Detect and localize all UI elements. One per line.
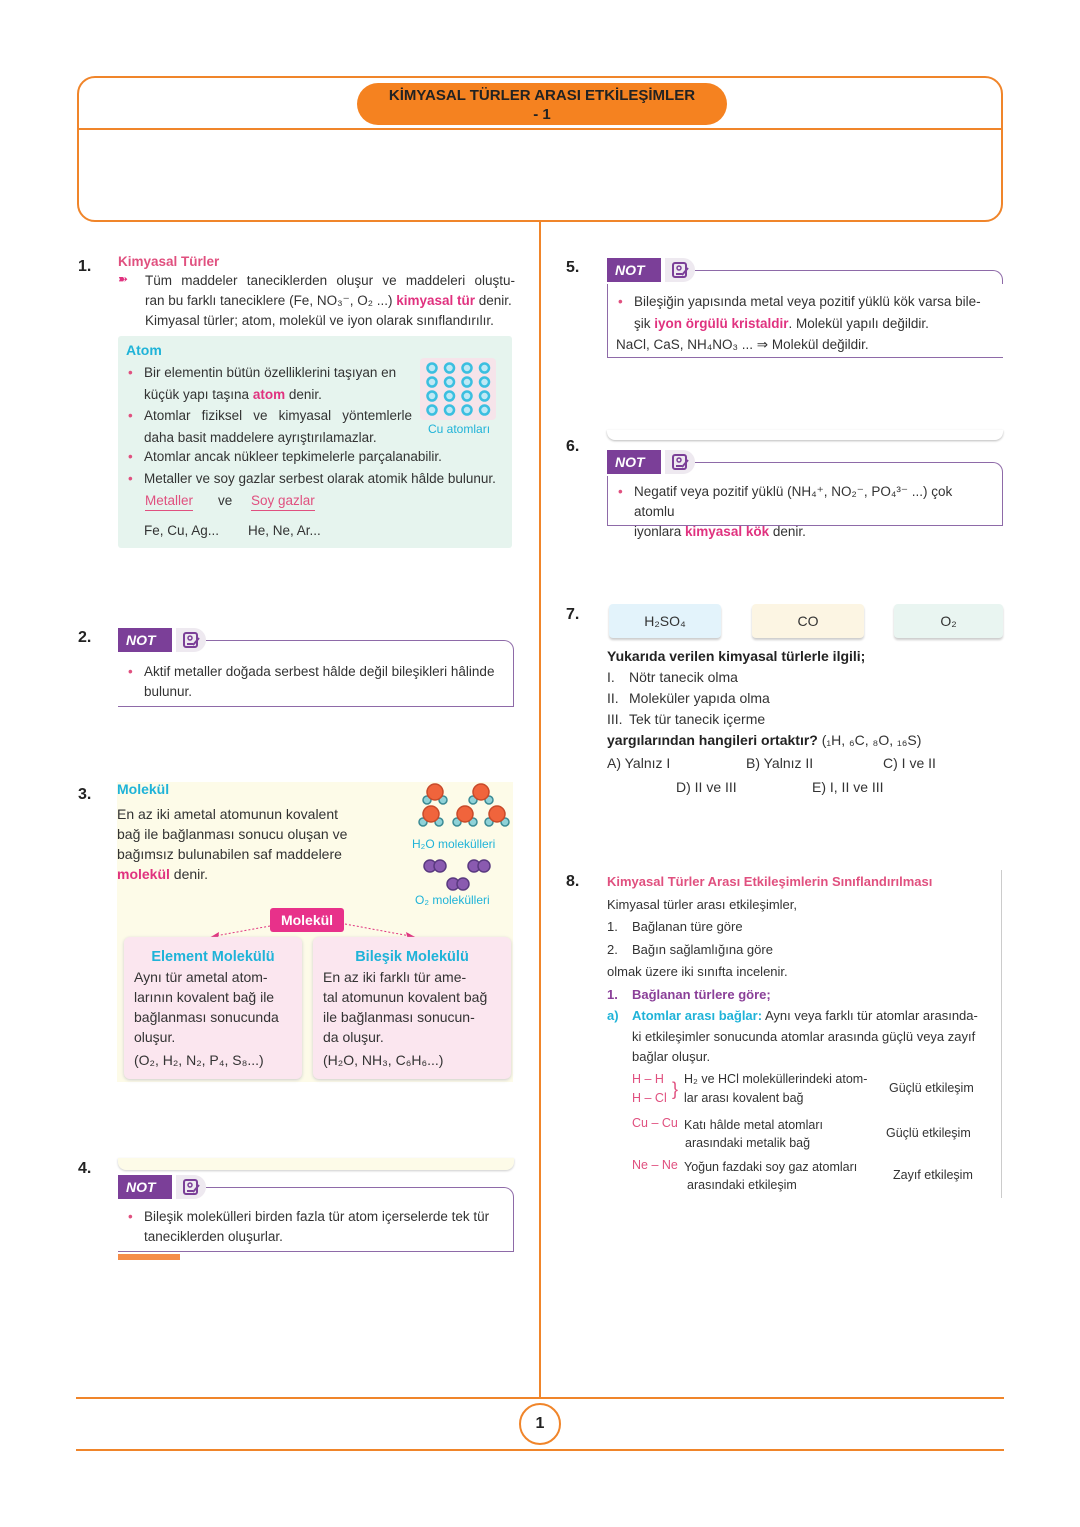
cu-atom — [445, 392, 454, 401]
metals-examples: Fe, Cu, Ag... — [144, 523, 220, 538]
bullet: • Atomlar fiziksel ve kimyasal yöntemlerle daha basit maddelere ayrıştırılamazlar. — [126, 405, 412, 448]
box-edge — [118, 1158, 514, 1170]
note-box — [607, 258, 1003, 358]
option-a[interactable]: A) Yalnız I — [607, 755, 671, 771]
title-pill — [357, 83, 727, 125]
cu-atom — [463, 364, 472, 373]
note-box — [118, 628, 514, 707]
o-atom — [423, 806, 439, 822]
text: ve — [218, 493, 233, 508]
cu-atom — [480, 392, 489, 401]
option-b[interactable]: B) Yalnız II — [746, 755, 814, 771]
box-edge — [1001, 870, 1002, 1198]
text-line: Kimyasal türler; atom, molekül ve iyon olarak sınıflandırılır. — [145, 313, 494, 328]
bond-pair: Cu – Cu — [632, 1116, 678, 1130]
bullet: • Bir elementin bütün özelliklerini taşıyan en küçük yapı taşına atom denir. — [126, 362, 412, 405]
note-text: • Bileşik molekülleri birden fazla tür atom içerselerde tek tür taneciklerden oluşurlar. — [126, 1207, 503, 1247]
strength-label: Güçlü etkileşim — [889, 1081, 974, 1095]
noble-gases-label: Soy gazlar — [251, 493, 315, 511]
note-edit-icon — [176, 628, 206, 652]
o-atom — [489, 806, 505, 822]
image-caption: O₂ molekülleri — [415, 893, 490, 907]
text-line: Tüm maddeler taneciklerden oluşur ve maddeleri oluştu- — [145, 273, 515, 288]
cu-atoms-illustration — [420, 358, 496, 420]
option-e[interactable]: E) I, II ve III — [812, 779, 884, 795]
cu-atom — [445, 406, 454, 415]
section-title: Kimyasal Türler — [118, 254, 220, 269]
strength-label: Zayıf etkileşim — [893, 1168, 973, 1182]
option-c[interactable]: C) I ve II — [883, 755, 936, 771]
cu-atom — [428, 392, 437, 401]
option-d[interactable]: D) II ve III — [676, 779, 737, 795]
atom-title: Atom — [126, 342, 162, 358]
column-divider — [539, 222, 541, 1398]
cu-atom — [480, 378, 489, 387]
metals-label: Metaller — [145, 493, 193, 511]
o-atom — [473, 784, 489, 800]
o-atom — [457, 878, 469, 890]
cu-atom — [480, 364, 489, 373]
cut-off-badge — [118, 1254, 180, 1260]
o-atom — [457, 806, 473, 822]
page-subtitle: - 1 — [533, 106, 551, 123]
text-line: ran bu farklı taneciklere (Fe, NO₃⁻, O₂ ...) kimyasal tür denir. — [145, 293, 512, 308]
cu-atom — [428, 364, 437, 373]
footer-line — [76, 1397, 1004, 1399]
arrow-bullet-icon: ➽ — [118, 272, 129, 286]
box-edge — [607, 430, 1003, 440]
header-divider — [79, 128, 1001, 130]
noble-examples: He, Ne, Ar... — [248, 523, 321, 538]
note-edit-icon — [665, 258, 695, 282]
intro-text — [145, 271, 515, 331]
bullet: • Atomlar ancak nükleer tepkimelerle parçalanabilir. — [126, 446, 512, 468]
item-number: 1. — [78, 258, 92, 275]
note-badge: NOT — [118, 1175, 172, 1199]
species-chip: CO — [752, 604, 864, 638]
page-title: KİMYASAL TÜRLER ARASI ETKİLEŞİMLER — [388, 87, 696, 104]
note-example: NaCl, CaS, NH₄NO₃ ... ⇒ Molekül değildir. — [616, 337, 869, 352]
bond-row: H – H H – Cl — [632, 1072, 667, 1105]
species-chip: H₂SO₄ — [609, 604, 721, 638]
note-edit-icon — [176, 1175, 206, 1199]
box-title: Element Molekülü — [151, 949, 275, 965]
cu-atom — [428, 378, 437, 387]
cu-atom — [463, 406, 472, 415]
compound-molecule-box: Bileşik Molekülü En az iki farklı tür ame- tal atomunun kovalent bağ ile bağlanması sonucun- da oluşur. (H₂O, NH₃, C₆H₆...) — [313, 937, 511, 1079]
atom-box — [118, 336, 512, 548]
note-text: • Negatif veya pozitif yüklü (NH₄⁺, NO₂⁻, PO₄³⁻ ...) çok atomlu iyonlara kimyasal kök denir. — [616, 482, 992, 542]
section-title: Molekül — [117, 781, 170, 797]
strength-label: Güçlü etkileşim — [886, 1126, 971, 1140]
note-badge: NOT — [118, 628, 172, 652]
footer-line — [76, 1449, 1004, 1451]
note-badge: NOT — [607, 258, 661, 282]
cu-atom — [480, 406, 489, 415]
page-number: 1 — [519, 1403, 561, 1445]
item-number: 7. — [566, 606, 580, 623]
element-molecule-box: Element Molekülü Aynı tür ametal atom- larının kovalent bağ ile bağlanması sonucunda oluşur. (O₂, H₂, N₂, P₄, S₈...) — [124, 937, 302, 1079]
question-7: Yukarıda verilen kimyasal türlerle ilgili; I. Nötr tanecik olma II. Moleküler yapıda olma III. Tek tür tanecik içerme yargılarından hangileri ortaktır? (₁H, ₆C, ₈O, ₁₆S) — [607, 648, 922, 748]
classification-section: Kimyasal Türler Arası Etkileşimlerin Sınıflandırılması Kimyasal türler arası etkileşimler, 1. Bağlanan türe göre 2. Bağın sağlamlığına göre olmak üzere iki sınıfta incelenir. 1. Bağlanan türlere göre; a) Atomlar arası bağlar: Aynı veya farklı tür atomlar arasında- ki etkileşimler sonucunda atomlar arasında güçlü veya zayıf bağlar oluşur. — [607, 874, 978, 1064]
note-badge: NOT — [607, 450, 661, 474]
item-number: 5. — [566, 259, 580, 276]
box-title: Bileşik Molekülü — [355, 949, 469, 965]
item-number: 2. — [78, 629, 92, 646]
note-edit-icon — [665, 450, 695, 474]
o-atom — [434, 860, 446, 872]
item-number: 8. — [566, 873, 580, 890]
note-box — [118, 1175, 514, 1252]
o-atom — [427, 784, 443, 800]
cu-atom — [445, 378, 454, 387]
cu-atom — [463, 392, 472, 401]
item-number: 6. — [566, 438, 580, 455]
worksheet-header — [77, 76, 1003, 222]
cu-atom — [445, 364, 454, 373]
molecule-label: Molekül — [270, 908, 344, 932]
image-caption: H₂O molekülleri — [412, 837, 496, 851]
note-box — [607, 450, 1003, 539]
o-atom — [478, 860, 490, 872]
bullet: • Metaller ve soy gazlar serbest olarak atomik hâlde bulunur. — [126, 468, 512, 490]
cu-atom — [463, 378, 472, 387]
item-number: 3. — [78, 786, 92, 803]
cu-atom — [428, 406, 437, 415]
species-chip: O₂ — [894, 604, 1003, 638]
note-text: • Bileşiğin yapısında metal veya pozitif yüklü kök varsa bile- şik iyon örgülü kristaldir. Molekül yapılı değildir. — [616, 291, 993, 334]
molecule-definition: En az iki ametal atomunun kovalent bağ ile bağlanması sonucu oluşan ve bağımsız bulunabilen saf maddelere molekül denir. — [117, 806, 348, 882]
item-number: 4. — [78, 1160, 92, 1177]
note-text: • Aktif metaller doğada serbest hâlde değil bileşikleri hâlinde bulunur. — [126, 662, 503, 702]
bond-pair: Ne – Ne — [632, 1158, 678, 1172]
image-caption: Cu atomları — [428, 422, 491, 436]
